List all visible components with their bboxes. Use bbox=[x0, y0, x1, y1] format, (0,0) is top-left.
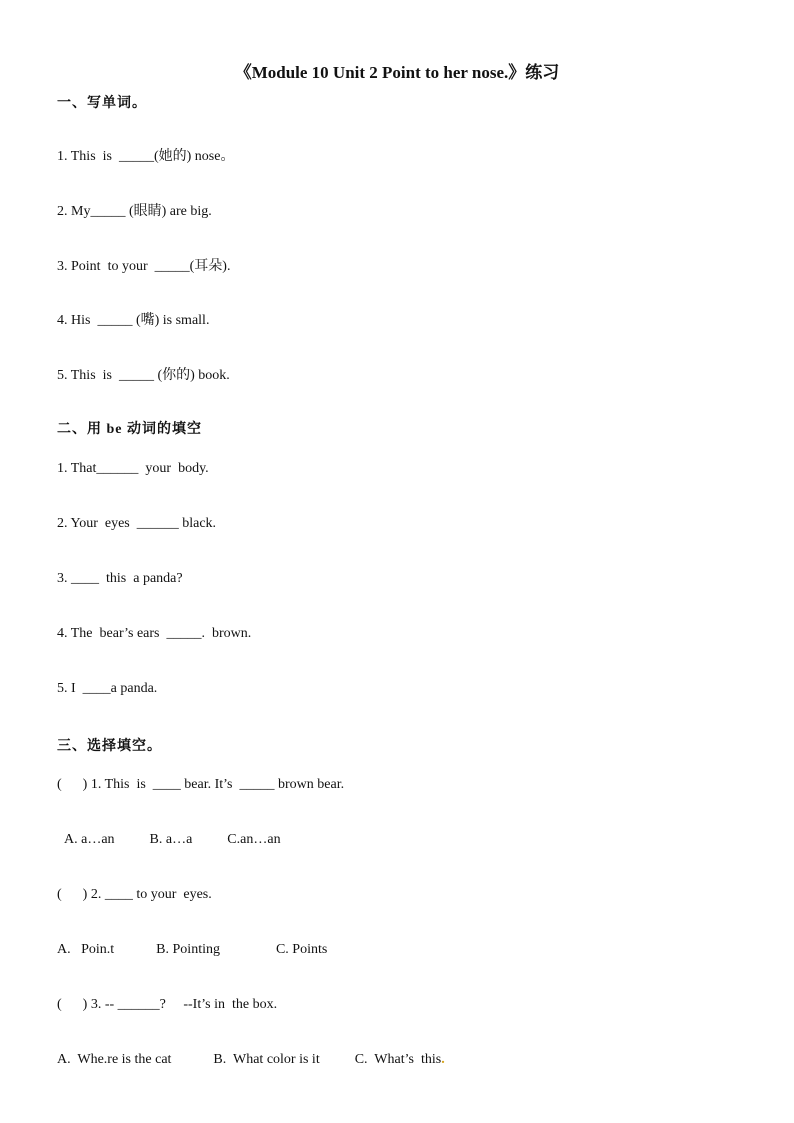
section-1-item-3: 3. Point to your _____(耳朵). bbox=[57, 259, 231, 274]
page-title: 《Module 10 Unit 2 Point to her nose.》练习 bbox=[234, 63, 560, 82]
section-1-item-1: 1. This is _____(她的) nose。 bbox=[57, 149, 235, 164]
section-2-item-4: 4. The bear’s ears _____. brown. bbox=[57, 626, 252, 641]
choice-question-1: ( ) 1. This is ____ bear. It’s _____ brown bear. bbox=[57, 777, 345, 792]
section-2-item-2: 2. Your eyes ______ black. bbox=[57, 516, 217, 531]
choice-question-1-options: A. a…an B. a…a C.an…an bbox=[64, 832, 281, 847]
section-1-item-5: 5. This is _____ (你的) book. bbox=[57, 368, 230, 383]
choice-question-3-options-text: A. Whe.re is the cat B. What color is it C. What’s this bbox=[57, 1052, 442, 1067]
choice-question-2-options: A. Poin.t B. Pointing C. Points bbox=[57, 942, 328, 957]
section-3-heading: 三、选择填空。 bbox=[57, 739, 162, 754]
section-1-heading: 一、写单词。 bbox=[57, 96, 147, 111]
trailing-mark: . bbox=[441, 1052, 445, 1067]
section-2-heading: 二、用 be 动词的填空 bbox=[57, 422, 202, 437]
section-2-item-5: 5. I ____a panda. bbox=[57, 681, 158, 696]
choice-question-3: ( ) 3. -- ______? --It’s in the box. bbox=[57, 997, 278, 1012]
choice-question-3-options bbox=[57, 1052, 445, 1068]
section-1-item-4: 4. His _____ (嘴) is small. bbox=[57, 313, 210, 328]
section-1-item-2: 2. My_____ (眼睛) are big. bbox=[57, 204, 212, 219]
choice-question-2: ( ) 2. ____ to your eyes. bbox=[57, 887, 212, 902]
section-2-item-1: 1. That______ your body. bbox=[57, 461, 209, 476]
section-2-item-3: 3. ____ this a panda? bbox=[57, 571, 183, 586]
